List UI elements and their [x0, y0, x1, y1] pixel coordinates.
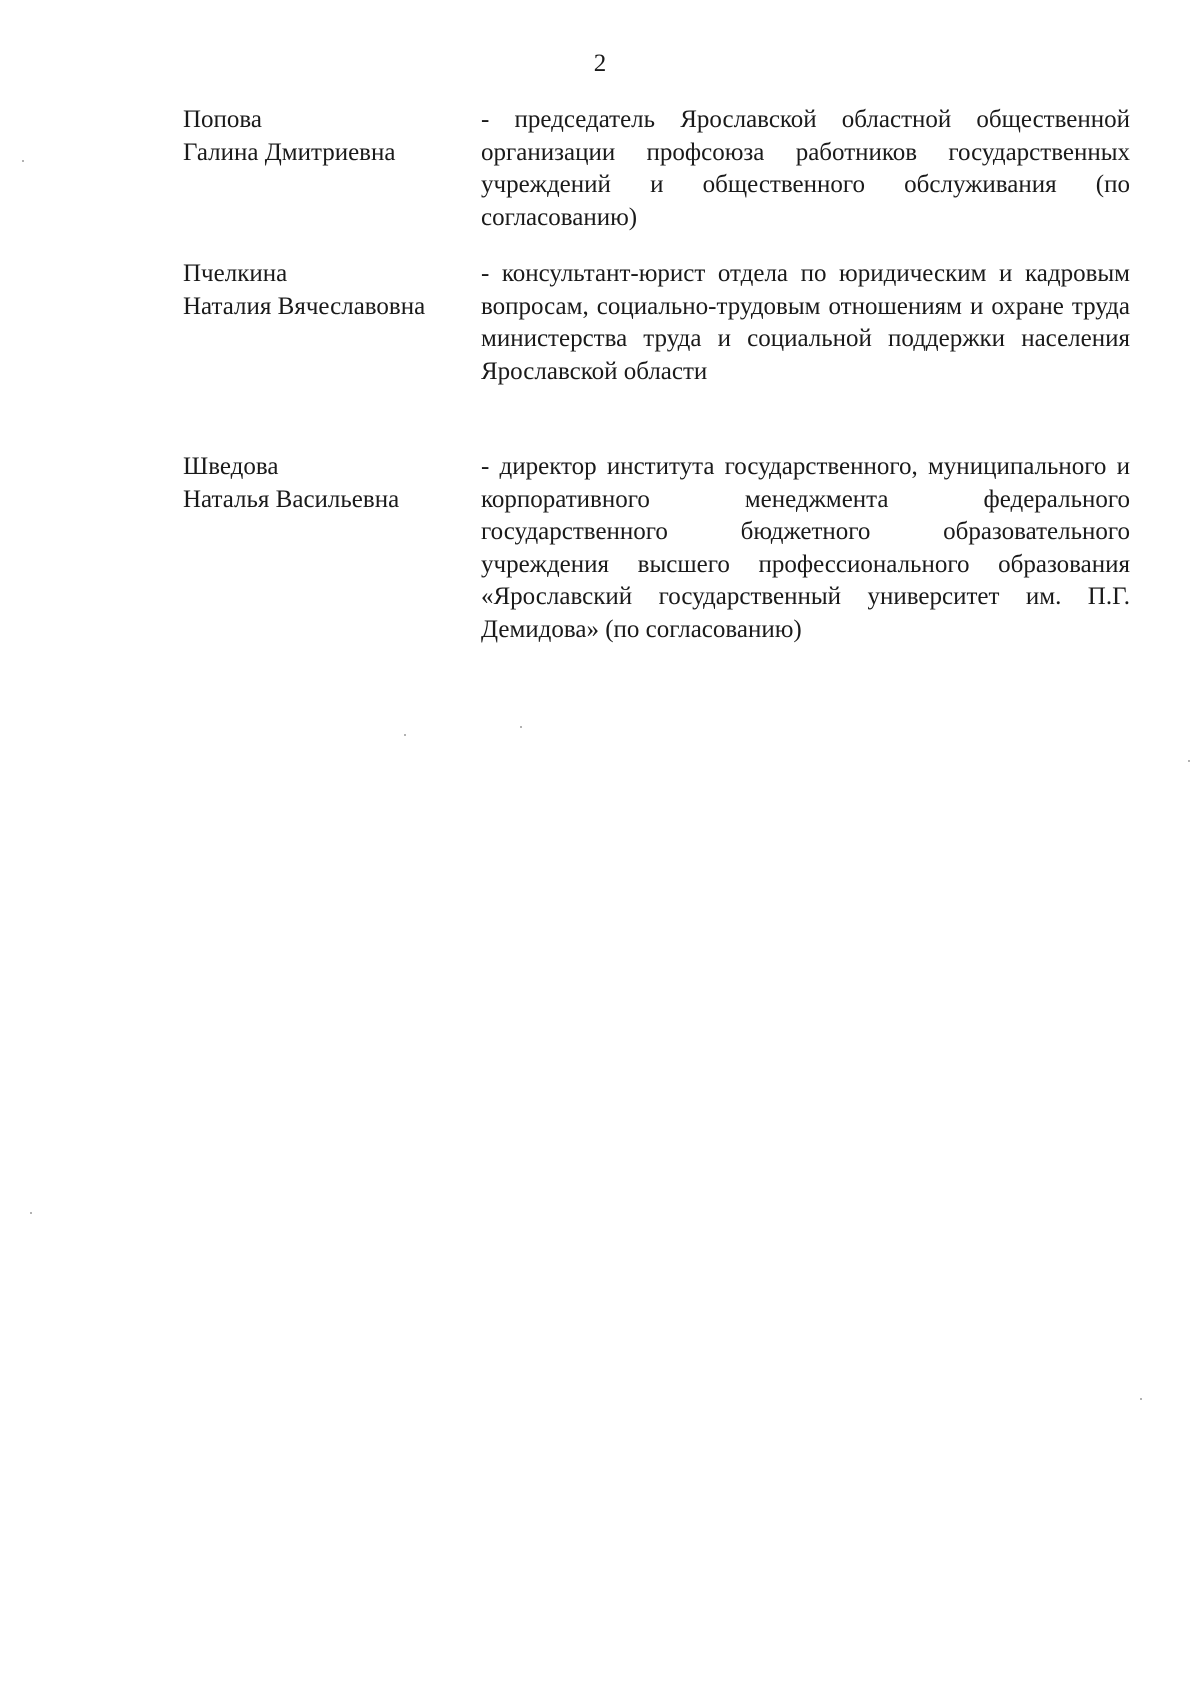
- scan-speck: [520, 726, 522, 728]
- member-description: - консультант-юрист отдела по юридическим и кадровым вопросам, социально-трудовым отношениям и охране труда министерства труда и социальной поддержки населения Ярославской области: [481, 260, 1130, 385]
- scan-speck: [1140, 1398, 1142, 1400]
- member-surname: Шведова: [183, 453, 279, 480]
- scan-speck: [30, 1212, 32, 1214]
- member-given-names: Галина Дмитриевна: [183, 138, 396, 166]
- scan-speck: [404, 734, 406, 736]
- member-name: [183, 451, 473, 516]
- member-name: [183, 258, 473, 323]
- member-surname: Попова: [183, 106, 263, 133]
- member-given-names: Наталия Вячеславовна: [183, 292, 426, 320]
- page-number: 2: [593, 50, 607, 77]
- member-surname: Пчелкина: [183, 260, 288, 287]
- scan-speck: [1188, 760, 1190, 762]
- member-given-names: Наталья Васильевна: [183, 485, 400, 513]
- member-name: [183, 104, 473, 169]
- member-description: - директор института государственного, муниципального и корпоративного менеджмента федерального государственного бюджетного образовательного учреждения высшего профессионального образования «Ярославский государственный университет им. П.Г. Демидова» (по согласованию): [481, 453, 1130, 643]
- scan-speck: [22, 160, 24, 162]
- member-description: - председатель Ярославской областной общественной организации профсоюза работников государственных учреждений и общественного обслуживания (по согласованию): [481, 106, 1130, 231]
